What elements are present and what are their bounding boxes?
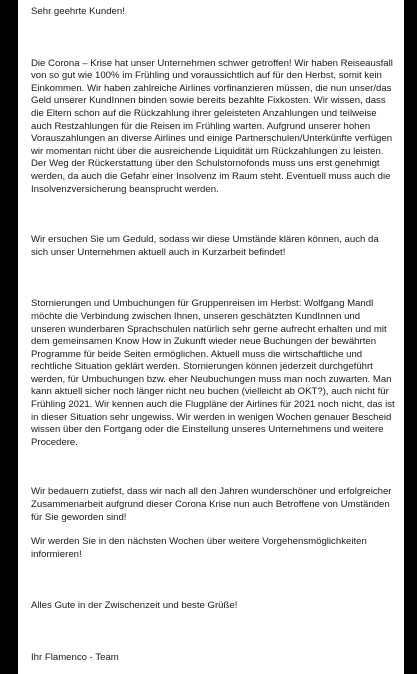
letter-body (31, 6, 396, 665)
paragraph-regards: Alles Gute in der Zwischenzeit und beste Grüße! (31, 600, 238, 612)
paragraph-corona-crisis: Die Corona – Krise hat unser Unternehmen schwer getroffen! Wir haben Reiseausfall von so gut wie 100% im Frühling und voraussichtlich auf für den Herbst, somit kein Einkommen. Wir haben zahlreiche Airlines vorfinanzieren müssen, die nun unser/das Geld unserer KundInnen binden sowie bereits bezahlte Fixkosten. Wir wissen, dass die Eltern schon auf die Rückzahlung ihrer geleisteten Anzahlungen und teilweise auch Restzahlungen für die Reisen im Frühling warten. Aufgrund unserer hohen Vorauszahlungen an diverse Airlines und einige Partnerschulen/Unterkünfte verfügen wir momentan nicht über die ausreichende Liquidität um Rückzahlungen zu leisten. Der Weg der Rückerstattung über den Schulstornofonds muss uns erst genehmigt werden, da auch die Gefahr einer Insolvenz im Raum steht. Eventuell muss auch die Insolvenzversicherung beansprucht werden. (31, 57, 393, 195)
letter-signature: Ihr Flamenco - Team (31, 652, 119, 663)
paragraph-regret: Wir bedauern zutiefst, dass wir nach all den Jahren wunderschöner und erfolgreicher Zusammenarbeit aufgrund dieser Corona Krise nun auch Betroffene von Umständen für Sie geworden sind! (31, 486, 392, 523)
paragraph-further-information: Wir werden Sie in den nächsten Wochen über weitere Vorgehensmöglichkeiten informieren! (31, 536, 367, 560)
paragraph-patience-request: Wir ersuchen Sie um Geduld, sodass wir diese Umstände klären können, auch da sich unser Unternehmen aktuell auch in Kurzarbeit befindet! (31, 234, 379, 258)
letter-greeting: Sehr geehrte Kunden! (31, 6, 125, 17)
letter-page (18, 0, 404, 674)
paragraph-cancellations-rebookings: Stornierungen und Umbuchungen für Gruppenreisen im Herbst: Wolfgang Mandl möchte die Verbindung zwischen Ihnen, unseren geschätzten KundInnen und unseren wunderbaren Sprachschulen natürlich sehr gerne aufrecht erhalten und mit dem gemeinsamen Know How in Zukunft wieder neue Buchungen der bewährten Programme für beide Seiten ermöglichen. Aktuell muss die wirtschaftliche und rechtliche Situation geklärt werden. Stornierungen können jederzeit durchgeführt werden, für Umbuchungen bzw. eher Neubuchungen muss man noch zuwarten. Man kann aktuell sicher noch länger nicht neu buchen (vielleicht ab OKT?), auch nicht für Frühling 2021. Wir kennen auch die Flugpläne der Airlines für 2021 noch nicht, das ist in dieser Situation sehr ungewiss. Wir werden in wenigen Wochen genauer Bescheid wissen über den Fortgang oder die Einstellung unseres Unternehmens und weitere Procedere. (31, 298, 395, 448)
